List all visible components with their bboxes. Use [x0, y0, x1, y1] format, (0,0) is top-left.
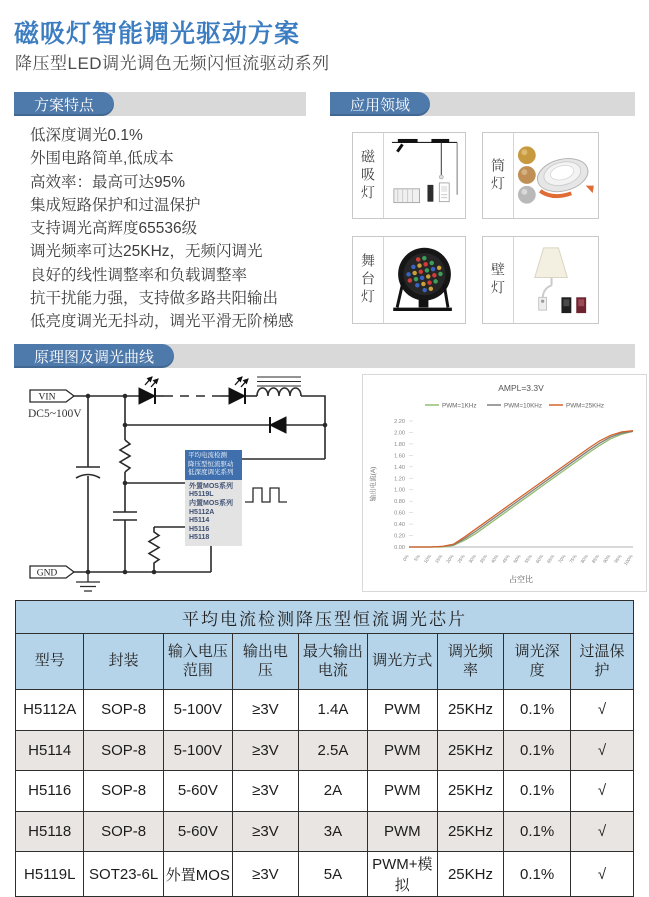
table-cell: ≥3V — [232, 852, 298, 897]
table-cell: √ — [570, 852, 633, 897]
page-title: 磁吸灯智能调光驱动方案 — [14, 20, 301, 48]
table-row — [16, 690, 634, 731]
table-header-cell: 输出电压 — [232, 634, 298, 690]
svg-text:2.20: 2.20 — [394, 419, 405, 425]
svg-text:65%: 65% — [546, 553, 556, 565]
table-cell: 5-100V — [163, 690, 232, 731]
section-bar-features — [14, 92, 306, 116]
svg-text:20%: 20% — [445, 553, 455, 565]
table-cell: PWM — [367, 771, 437, 812]
table-cell: 0.1% — [504, 771, 571, 812]
table-cell: 2A — [298, 771, 367, 812]
table-cell: H5119L — [16, 852, 84, 897]
table-header-cell: 封装 — [84, 634, 163, 690]
svg-text:输出电流(A): 输出电流(A) — [370, 466, 377, 502]
table-row — [16, 811, 634, 852]
table-cell: H5114 — [16, 730, 84, 771]
feature-item: 低亮度调光无抖动，调光平滑无阶梯感 — [30, 313, 294, 331]
svg-text:AMPL=3.3V: AMPL=3.3V — [498, 383, 544, 393]
svg-text:40%: 40% — [490, 553, 500, 565]
wall-lamp-image — [514, 237, 598, 323]
svg-text:0.80: 0.80 — [394, 499, 405, 506]
application-card-stage — [352, 236, 466, 324]
table-cell: PWM — [367, 690, 437, 731]
table-cell: 25KHz — [437, 852, 504, 897]
vin-label: VIN — [38, 392, 56, 403]
application-label: 筒灯 — [483, 133, 514, 218]
svg-text:1.00: 1.00 — [394, 487, 405, 494]
svg-text:5%: 5% — [413, 553, 422, 563]
svg-text:70%: 70% — [557, 553, 567, 565]
table-body — [16, 690, 634, 897]
table-cell: PWM — [367, 811, 437, 852]
table-cell: SOP-8 — [84, 690, 163, 731]
feature-item: 外围电路简单,低成本 — [30, 150, 174, 168]
application-label: 磁吸灯 — [353, 133, 384, 218]
ic-part-list: 外置MOS系列 H5119L 内置MOS系列 H5112A H5114 H5116 H5118 — [185, 480, 242, 546]
svg-text:95%: 95% — [613, 553, 623, 565]
table-title: 平均电流检测降压型恒流调光芯片 — [16, 601, 634, 634]
table-header-cell: 过温保护 — [570, 634, 633, 690]
svg-text:80%: 80% — [579, 553, 590, 565]
table-cell: 25KHz — [437, 730, 504, 771]
table-cell: 0.1% — [504, 811, 571, 852]
feature-item: 良好的线性调整率和负载调整率 — [30, 266, 248, 284]
application-label: 舞台灯 — [353, 237, 384, 323]
svg-text:1.40: 1.40 — [394, 464, 405, 471]
table-header-cell: 调光频率 — [437, 634, 504, 690]
svg-text:PWM=1KHz: PWM=1KHz — [442, 402, 477, 410]
svg-text:90%: 90% — [602, 553, 612, 565]
svg-text:50%: 50% — [512, 553, 522, 565]
svg-text:2.00: 2.00 — [394, 430, 405, 437]
table-cell: 2.5A — [298, 730, 367, 771]
svg-text:0.40: 0.40 — [394, 522, 405, 529]
stage-light-image — [384, 237, 465, 323]
svg-text:100%: 100% — [622, 553, 634, 567]
svg-text:55%: 55% — [523, 553, 534, 565]
feature-item: 集成短路保护和过温保护 — [30, 196, 201, 214]
table-cell: 1.4A — [298, 690, 367, 731]
section-badge-applications: 应用领域 — [330, 92, 430, 116]
table-cell: PWM+模拟 — [367, 852, 437, 897]
application-card-downlight — [482, 132, 599, 219]
table-cell: 0.1% — [504, 730, 571, 771]
table-cell: 5-60V — [163, 811, 232, 852]
table-cell: H5112A — [16, 690, 84, 731]
applications-grid — [352, 132, 614, 324]
svg-text:占空比: 占空比 — [509, 575, 533, 584]
svg-text:60%: 60% — [534, 553, 545, 565]
table-header-cell: 调光深度 — [504, 634, 571, 690]
dimming-curve-svg — [363, 375, 644, 589]
table-cell: SOP-8 — [84, 811, 163, 852]
table-cell: ≥3V — [232, 730, 298, 771]
section-badge-schematic: 原理图及调光曲线 — [14, 344, 174, 368]
section-bar-schematic — [14, 344, 635, 368]
ic-header: 平均电流检测 降压型恒流驱动 低深度调光系列 — [185, 450, 242, 480]
application-card-magnetic — [352, 132, 466, 219]
svg-text:1.20: 1.20 — [394, 476, 405, 483]
table-cell: 0.1% — [504, 690, 571, 731]
product-table — [15, 600, 634, 897]
table-cell: √ — [570, 730, 633, 771]
features-list — [30, 124, 330, 334]
table-cell: 5-60V — [163, 771, 232, 812]
table-cell: 5-100V — [163, 730, 232, 771]
table-cell: H5118 — [16, 811, 84, 852]
svg-text:35%: 35% — [478, 553, 489, 565]
feature-item: 支持调光高辉度65536级 — [30, 220, 198, 238]
table-cell: PWM — [367, 730, 437, 771]
svg-text:0.00: 0.00 — [394, 545, 405, 551]
table-cell: ≥3V — [232, 811, 298, 852]
gnd-label: GND — [36, 568, 58, 579]
svg-text:1.60: 1.60 — [394, 453, 405, 460]
table-row — [16, 852, 634, 897]
table-cell: ≥3V — [232, 771, 298, 812]
table-cell: 外置MOS — [163, 852, 232, 897]
table-header-cell: 输入电压范围 — [163, 634, 232, 690]
application-label: 壁灯 — [483, 237, 514, 323]
svg-text:25%: 25% — [456, 553, 466, 565]
table-header-row — [16, 634, 634, 690]
svg-text:PWM=10KHz: PWM=10KHz — [504, 402, 542, 410]
table-cell: 0.1% — [504, 852, 571, 897]
schematic-diagram — [14, 372, 359, 597]
svg-text:0.60: 0.60 — [394, 510, 405, 517]
feature-item: 抗干扰能力强，支持做多路共阳输出 — [30, 290, 279, 308]
table-cell: √ — [570, 811, 633, 852]
page-subtitle: 降压型LED调光调色无频闪恒流驱动系列 — [15, 54, 330, 73]
magnetic-track-light-image — [384, 133, 465, 218]
driver-ic-block — [185, 450, 242, 546]
table-cell: SOT23-6L — [84, 852, 163, 897]
section-bar-applications — [330, 92, 635, 116]
dimming-curve-chart — [362, 374, 647, 592]
svg-text:85%: 85% — [590, 553, 601, 565]
svg-text:45%: 45% — [501, 553, 511, 565]
svg-text:30%: 30% — [467, 553, 478, 565]
table-cell: 25KHz — [437, 690, 504, 731]
table-cell: 25KHz — [437, 811, 504, 852]
feature-item: 调光频率可达25KHz，无频闪调光 — [30, 243, 263, 261]
table-header-cell: 型号 — [16, 634, 84, 690]
table-cell: 3A — [298, 811, 367, 852]
table-cell: √ — [570, 690, 633, 731]
table-cell: 25KHz — [437, 771, 504, 812]
table-cell: 5A — [298, 852, 367, 897]
svg-text:15%: 15% — [434, 553, 444, 565]
svg-text:PWM=25KHz: PWM=25KHz — [566, 402, 604, 410]
feature-item: 低深度调光0.1% — [30, 127, 143, 144]
table-header-cell: 最大输出电流 — [298, 634, 367, 690]
table-cell: H5116 — [16, 771, 84, 812]
svg-text:0%: 0% — [401, 553, 410, 563]
downlight-image — [514, 133, 598, 218]
table-header-cell: 调光方式 — [367, 634, 437, 690]
table-cell: √ — [570, 771, 633, 812]
table-row — [16, 730, 634, 771]
svg-text:0.20: 0.20 — [394, 533, 405, 540]
svg-text:10%: 10% — [422, 553, 433, 565]
vin-range-label: DC5~100V — [28, 408, 82, 420]
table-cell: ≥3V — [232, 690, 298, 731]
table-row — [16, 771, 634, 812]
section-badge-features: 方案特点 — [14, 92, 114, 116]
table-cell: SOP-8 — [84, 730, 163, 771]
feature-item: 高效率：最高可达95% — [30, 173, 186, 191]
application-card-wall — [482, 236, 599, 324]
table-cell: SOP-8 — [84, 771, 163, 812]
svg-text:1.80: 1.80 — [394, 441, 405, 448]
svg-text:75%: 75% — [568, 553, 578, 565]
